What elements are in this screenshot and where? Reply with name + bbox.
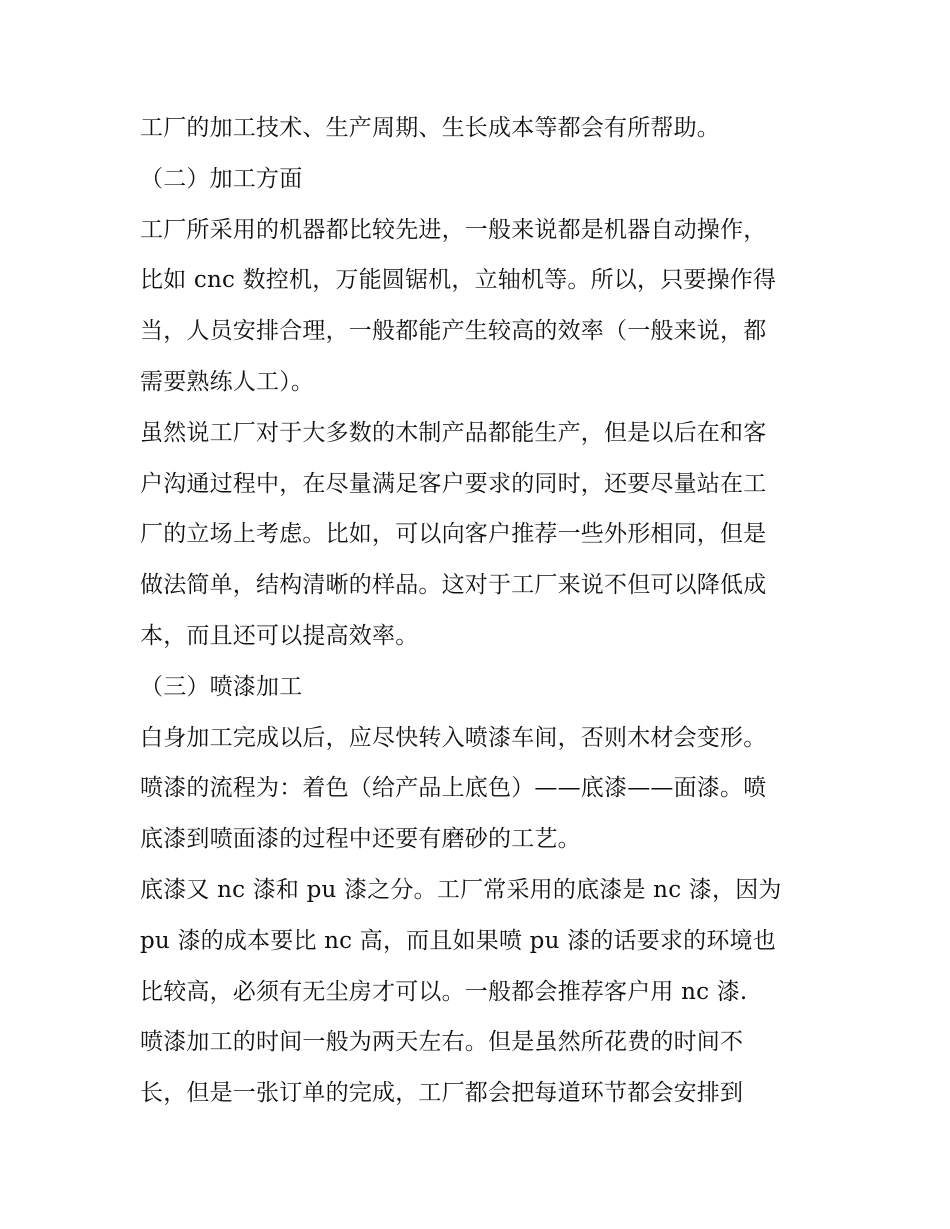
text-line: 需要熟练人工）。 xyxy=(140,368,315,395)
document-body xyxy=(140,103,820,1119)
text-line: 虽然说工厂对于大多数的木制产品都能生产，但是以后在和客 xyxy=(140,419,767,446)
text-line: 做法简单，结构清晰的样品。这对于工厂来说不但可以降低成 xyxy=(140,572,767,599)
text-line: 底漆又 nc 漆和 pu 漆之分。工厂常采用的底漆是 nc 漆，因为 xyxy=(140,876,782,903)
text-line: 当，人员安排合理，一般都能产生较高的效率（一般来说，都 xyxy=(140,318,767,345)
text-line: 户沟通过程中，在尽量满足客户要求的同时，还要尽量站在工 xyxy=(140,470,767,497)
text-line: 长，但是一张订单的完成，工厂都会把每道环节都会安排到 xyxy=(140,1080,744,1107)
text-line: 工厂的加工技术、生产周期、生长成本等都会有所帮助。 xyxy=(140,115,720,141)
text-line: 本，而且还可以提高效率。 xyxy=(140,622,419,649)
section-heading: （二）加工方面 xyxy=(140,165,303,192)
section-heading: （三）喷漆加工 xyxy=(140,673,303,700)
text-line: 比如 cnc 数控机，万能圆锯机，立轴机等。所以，只要操作得 xyxy=(140,267,777,294)
text-line: pu 漆的成本要比 nc 高，而且如果喷 pu 漆的话要求的环境也 xyxy=(140,927,776,954)
text-line: 比较高，必须有无尘房才可以。一般都会推荐客户用 nc 漆. xyxy=(140,978,748,1005)
text-line: 白身加工完成以后，应尽快转入喷漆车间，否则木材会变形。 xyxy=(140,724,767,751)
text-line: 工厂所采用的机器都比较先进，一般来说都是机器自动操作， xyxy=(140,216,767,243)
text-line: 喷漆加工的时间一般为两天左右。但是虽然所花费的时间不 xyxy=(140,1029,744,1056)
text-line: 底漆到喷面漆的过程中还要有磨砂的工艺。 xyxy=(140,826,581,853)
text-line: 厂的立场上考虑。比如，可以向客户推荐一些外形相同，但是 xyxy=(140,521,767,548)
text-line: 喷漆的流程为：着色（给产品上底色）——底漆——面漆。喷 xyxy=(140,775,767,802)
